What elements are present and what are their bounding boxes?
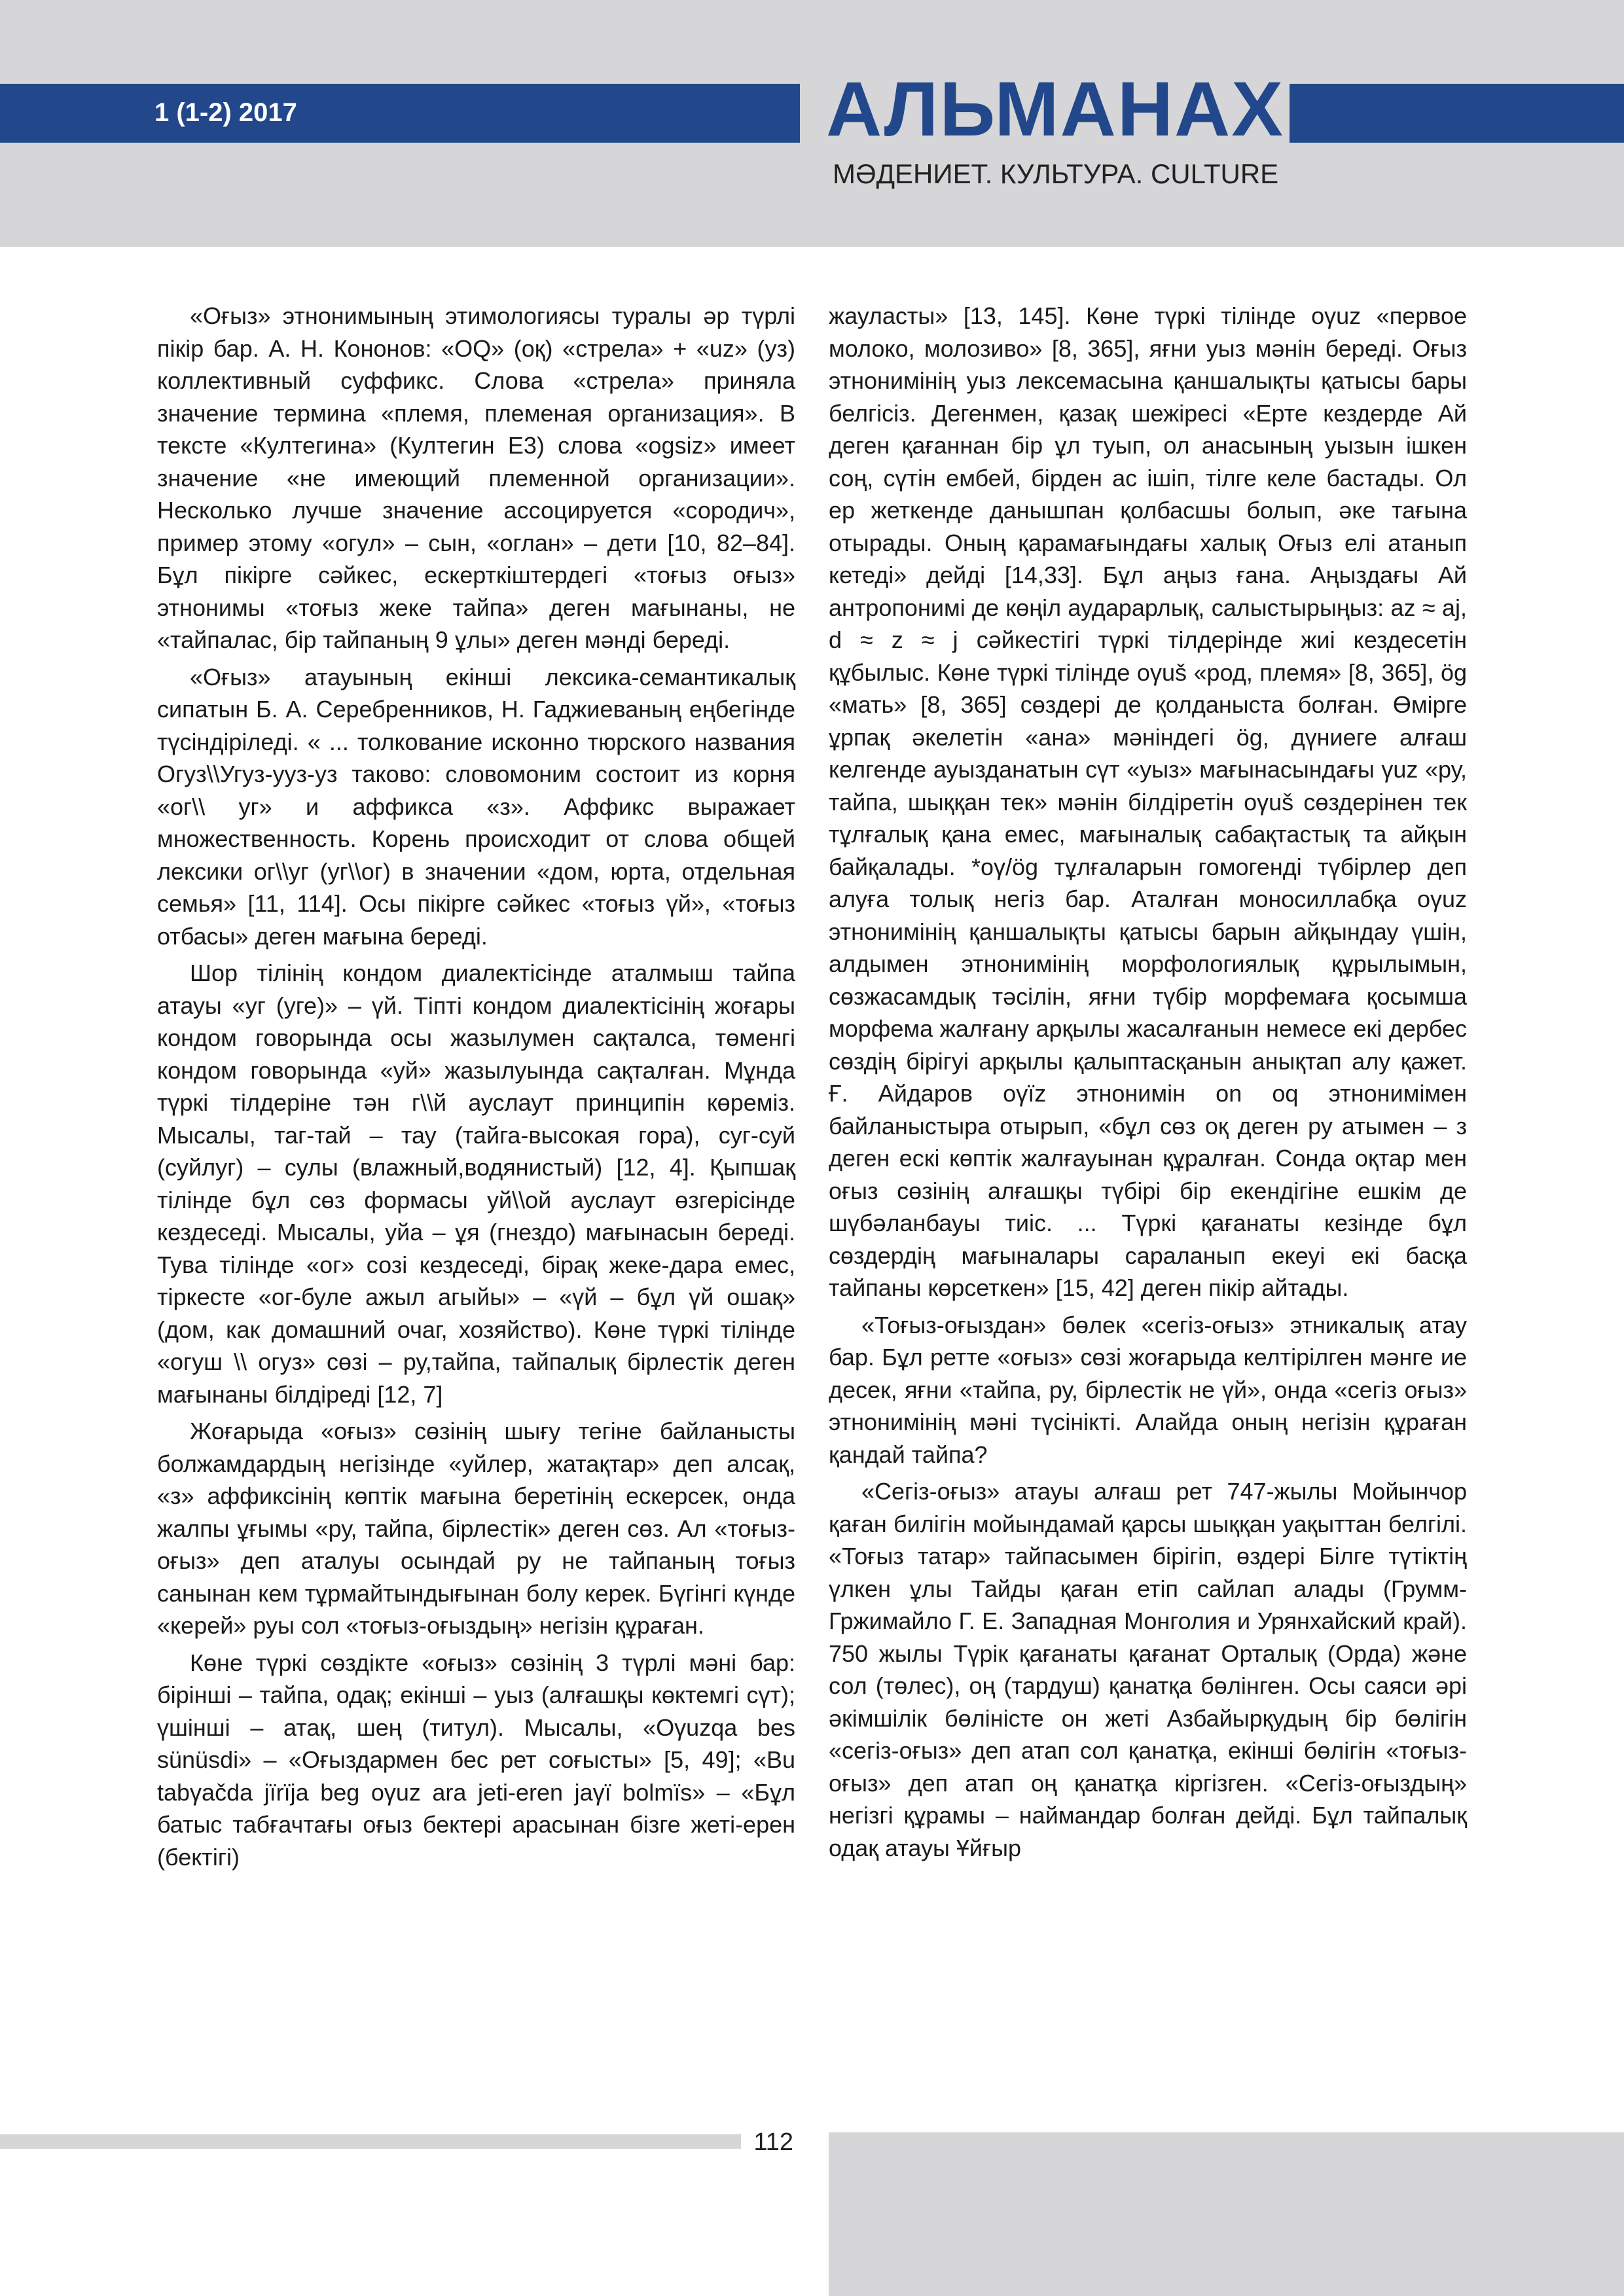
paragraph: Көне түркі сөздікте «оғыз» сөзінің 3 түрлі мәні бар: бірінші – тайпа, одақ; екінші – уыз (алғашқы көктемгі сүт); үшінші – атақ, шең (титул). Мысалы, «Oγuzqa bes sünüsdi» – «Оғыздармен бес рет соғысты» [5, 49]; «Bu tabγačda jïrïja beg oγuz ara jeti-eren jaγï bolmïs» – «Бұл батыс табғачтағы оғыз бектері арасынан бізге жеті-ерен (бектігі)	[157, 1649, 795, 1871]
journal-subtitle: МӘДЕНИЕТ. КУЛЬТУРА. CULTURE	[833, 158, 1279, 189]
paragraph: «Тоғыз-оғыздан» бөлек «сегіз-оғыз» этникалық атау бар. Бұл ретте «оғыз» сөзі жоғарыда келтірілген мәнге ие десек, яғни «тайпа, ру, бірлестік не үй», онда «сегіз оғыз» этнонимінің мәні түсінікті. Алайда оның негізін құраған қандай тайпа?	[829, 1311, 1467, 1468]
text-column-right	[829, 300, 1467, 1869]
paragraph: «Сегіз-оғыз» атауы алғаш рет 747-жылы Мойынчор қаған билігін мойындамай қарсы шыққан уақыттан белгілі. «Тоғыз татар» тайпасымен бірігіп, өздері Білге түтіктің үлкен ұлы Тайды қаған етіп сайлап алады (Грумм-Гржимайло Г. Е. Западная Монголия и Урянхайский край). 750 жылы Түрік қағанаты қағанат Орталық (Орда) және сол (төлес), оң (тардуш) қанатқа бөлінген. Осы саяси әрі әкімшілік бөліністе он жеті Азбайырқудың бір бөлігін «сегіз-оғыз» деп атап сол қанатқа, екінші бөлігін «тоғыз-оғыз» деп атап оң қанатқа кіргізген. «Сегіз-оғыздың» негізгі құрамы – наймандар болған дейді. Бұл тайпалық одақ атауы Ұйғыр	[829, 1478, 1467, 1861]
paragraph: жауласты» [13, 145]. Көне түркі тілінде оγuz «первое молоко, молозиво» [8, 365], яғни уыз мәнін береді. Оғыз этнонимінің уыз лексемасына қаншалықты қатысы бары белгісіз. Дегенмен, қазақ шежіресі «Ерте кездерде Ай деген қағаннан бір ұл туып, ол анасының уызын ішкен соң, сүтін ембей, бірден ас ішіп, тілге келе бастады. Ол ер жеткенде данышпан қолбасшы болып, әке тағына отырады. Оның қарамағындағы халық Оғыз елі атанып кетеді» дейді [14,33]. Бұл аңыз ғана. Аңыздағы Ай антропонимі де көңіл аударарлық, салыстырыңыз: az ≈ aj, d ≈ z ≈ j сәйкестігі түркі тілдерінде жиі кездесетін құбылыс. Көне түркі тілінде оγuš «род, племя» [8, 365], ög «мать» [8, 365] сөздері де қолданыста болған. Өмірге ұрпақ әкелетін «ана» мәніндегі ög, дүниеге алғаш келгенде ауызданатын сүт «уыз» мағынасындағы γuz «ру, тайпа, шыққан тек» мәнін білдіретін оγuš сөздерінен тек тұлғалық қана емес, мағыналық сабақтастық та айқын байқалады. *оγ/ög тұлғаларын гомогенді түбірлер деп алуға толық негіз бар. Аталған моносиллабқа оγuz этнонимінің қаншалықты қатысы барын айқындау үшін, алдымен этнонимінің морфологиялық құрылымын, сөзжасамдық тәсілін, яғни түбір морфемаға қосымша морфема жалғану арқылы жасалғанын немесе екі дербес сөздің бірігуі арқылы қалыптасқанын анықтап алу қажет. Ғ. Айдаров оγïz этнонимін on oq этнонимімен байланыстыра отырып, «бұл сөз оқ деген ру атымен – з деген ескі көптік жалғауынан құралған. Сонда оқтар мен оғыз сөзінің алғашқы түбірі бір екендігіне ешкім де шүбәланбауы тиіс. ... Түркі қағанаты кезінде бұл сөздердің мағыналары сараланып екеуі екі басқа тайпаны көрсеткен» [15, 42] деген пікір айтады.	[829, 302, 1467, 1301]
paragraph: Шор тілінің кондом диалектісінде аталмыш тайпа атауы «уг (уге)» – үй. Тіпті кондом диалектісінің жоғары кондом говорында осы жазылумен сақталса, төменгі кондом говорында «уй» жазылуында сақталған. Мұнда түркі тілдеріне тән г\\й ауслаут принципін көреміз. Мысалы, таг-тай – тау (тайга-высокая гора), суг-суй (суйлуг) – сулы (влажный,водянистый) [12, 4]. Қыпшақ тілінде бұл сөз формасы уй\\ой ауслаут өзгерісінде кездеседі. Мысалы, уйа – ұя (гнездо) мағынасын береді. Тува тілінде «ог» созі кездеседі, бірақ жеке-дара емес, тіркесте «ог-буле ажыл агыйы» – «үй – бұл үй ошақ» (дом, как домашний очаг, хозяйство). Көне түркі тілінде «огуш \\ огуз» сөзі – ру,тайпа, тайпалық бірлестік деген мағынаны білдіреді [12, 7]	[157, 960, 795, 1408]
paragraph: «Оғыз» атауының екінші лексика-семантикалық сипатын Б. А. Серебренников, Н. Гаджиеваның еңбегінде түсіндіріледі. « ... толкование исконно тюрского названия Огуз\\Угуз-ууз-уз таково: словомоним состоит из корня «ог\\ уг» и аффикса «з». Аффикс выражает множественность. Корень происходит от слова общей лексики ог\\уг (уг\\ог) в значении «дом, юрта, отдельная семья» [11, 114]. Осы пікірге сәйкес «тоғыз үй», «тоғыз отбасы» деген мағына береді.	[157, 663, 795, 950]
journal-title: АЛЬМАНАХ	[826, 66, 1284, 152]
footer-bar	[0, 2134, 741, 2149]
footer-block	[829, 2132, 1624, 2296]
header-band-left	[0, 84, 800, 143]
header-band-right	[1290, 84, 1624, 143]
text-column-left	[157, 300, 795, 1878]
paragraph: Жоғарыда «оғыз» сөзінің шығу тегіне байланысты болжамдардың негізінде «уйлер, жатақтар» деп алсақ, «з» аффиксінің көптік мағына беретінің ескерсек, онда жалпы ұғымы «ру, тайпа, бірлестік» деген сөз. Ал «тоғыз-оғыз» деп аталуы осындай ру не тайпаның тоғыз санынан кем тұрмайтындығынан болу керек. Бүгінгі күнде «керей» руы сол «тоғыз-оғыздың» негізін құраған.	[157, 1418, 795, 1639]
issue-number: 1 (1-2) 2017	[154, 98, 297, 127]
page-number: 112	[753, 2128, 793, 2156]
paragraph: «Оғыз» этнонимының этимологиясы туралы әр түрлі пікір бар. А. Н. Кононов: «OQ» (оқ) «стрела» + «uz» (уз) коллективный суффикс. Слова «стрела» приняла значение термина «племя, племеная организация». В тексте «Култегина» (Култегин Е3) слова «ogsiz» имеет значение «не имеющий племенной организации». Несколько лучше значение ассоцируется «сородич», пример этому «огул» – сын, «оглан» – дети [10, 82–84]. Бұл пікірге сәйкес, ескерткіштердегі «тоғыз оғыз» этнонимы «тоғыз жеке тайпа» деген мағынаны, не «тайпалас, бір тайпаның 9 ұлы» деген мәнді береді.	[157, 302, 795, 653]
